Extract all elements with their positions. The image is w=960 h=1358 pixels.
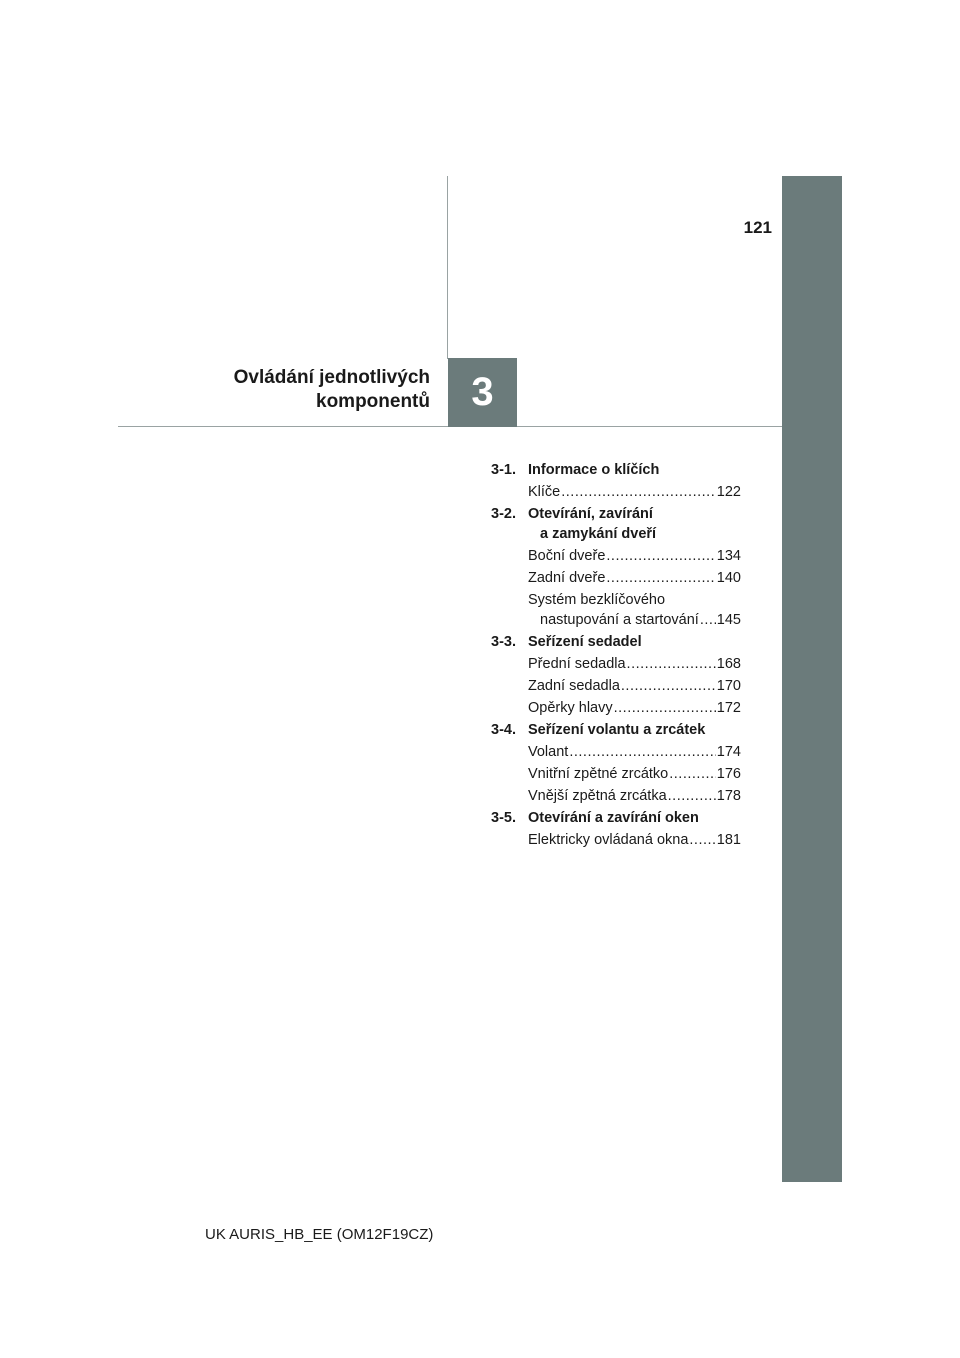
toc-entry[interactable] (528, 590, 741, 630)
toc-entry[interactable] (528, 830, 741, 850)
entry-page: 134 (716, 548, 741, 564)
entry-label: Volant (528, 744, 569, 760)
toc-entry[interactable] (528, 654, 741, 674)
section-title: Seřízení volantu a zrcátek (528, 722, 706, 738)
page-number: 121 (743, 218, 772, 237)
toc-section (491, 460, 741, 480)
entry-label: Boční dveře (528, 548, 606, 564)
toc-entry[interactable] (528, 742, 741, 762)
section-number: 3-5. (491, 810, 516, 826)
entry-label: Zadní sedadla (528, 678, 620, 694)
section-number: 3-2. (491, 506, 516, 522)
toc-entry[interactable] (528, 568, 741, 588)
section-title: Otevírání a zavírání oken (528, 810, 699, 826)
entry-page: 170 (716, 678, 741, 694)
leader-dots (621, 676, 716, 696)
entry-page: 176 (716, 766, 741, 782)
section-title: Seřízení sedadel (528, 634, 642, 650)
entry-label: Elektricky ovládaná okna (528, 832, 689, 848)
entry-label: Vnitřní zpětné zrcátko (528, 766, 669, 782)
entry-page: 140 (716, 570, 741, 586)
chapter-title (150, 366, 430, 414)
entry-label: Opěrky hlavy (528, 700, 613, 716)
entry-page: 168 (716, 656, 741, 672)
entry-page: 178 (716, 788, 741, 804)
entry-label: Klíče (528, 484, 561, 500)
entry-page: 122 (716, 484, 741, 500)
toc-section (491, 504, 741, 544)
leader-dots (569, 742, 715, 762)
entry-page: 174 (716, 744, 741, 760)
section-number: 3-3. (491, 634, 516, 650)
section-title: Otevírání, zavírání a zamykání dveří (528, 506, 657, 542)
toc-entry[interactable] (528, 698, 741, 718)
document-footer: UK AURIS_HB_EE (OM12F19CZ) (205, 1226, 434, 1243)
leader-dots (669, 764, 716, 784)
entry-page: 172 (716, 700, 741, 716)
leader-dots (561, 482, 716, 502)
toc-entry[interactable] (528, 676, 741, 696)
toc-entry[interactable] (528, 546, 741, 566)
section-number: 3-4. (491, 722, 516, 738)
entry-label: Vnější zpětná zrcátka (528, 788, 667, 804)
toc-section (491, 720, 741, 740)
leader-dots (614, 698, 716, 718)
leader-dots (668, 786, 716, 806)
leader-dots (627, 654, 716, 674)
chapter-side-tab (782, 176, 842, 1182)
leader-dots (689, 830, 715, 850)
entry-page: 181 (716, 832, 741, 848)
leader-dots (606, 546, 715, 566)
toc-section (491, 632, 741, 652)
entry-label: Systém bezklíčového (528, 592, 666, 608)
table-of-contents (491, 460, 741, 852)
chapter-title-line1: Ovládání jednotlivých (233, 367, 430, 388)
leader-dots (700, 610, 716, 630)
entry-label-cont: nastupování a startování (540, 612, 699, 628)
toc-entry[interactable] (528, 764, 741, 784)
chapter-title-line2: komponentů (316, 391, 430, 412)
section-title: Informace o klíčích (528, 462, 660, 478)
toc-entry[interactable] (528, 482, 741, 502)
toc-entry[interactable] (528, 786, 741, 806)
chapter-number-box: 3 (448, 358, 517, 427)
toc-section (491, 808, 741, 828)
leader-dots (606, 568, 715, 588)
divider-vertical (447, 176, 448, 359)
entry-label: Zadní dveře (528, 570, 606, 586)
entry-page: 145 (716, 612, 741, 628)
section-number: 3-1. (491, 462, 516, 478)
entry-label: Přední sedadla (528, 656, 626, 672)
